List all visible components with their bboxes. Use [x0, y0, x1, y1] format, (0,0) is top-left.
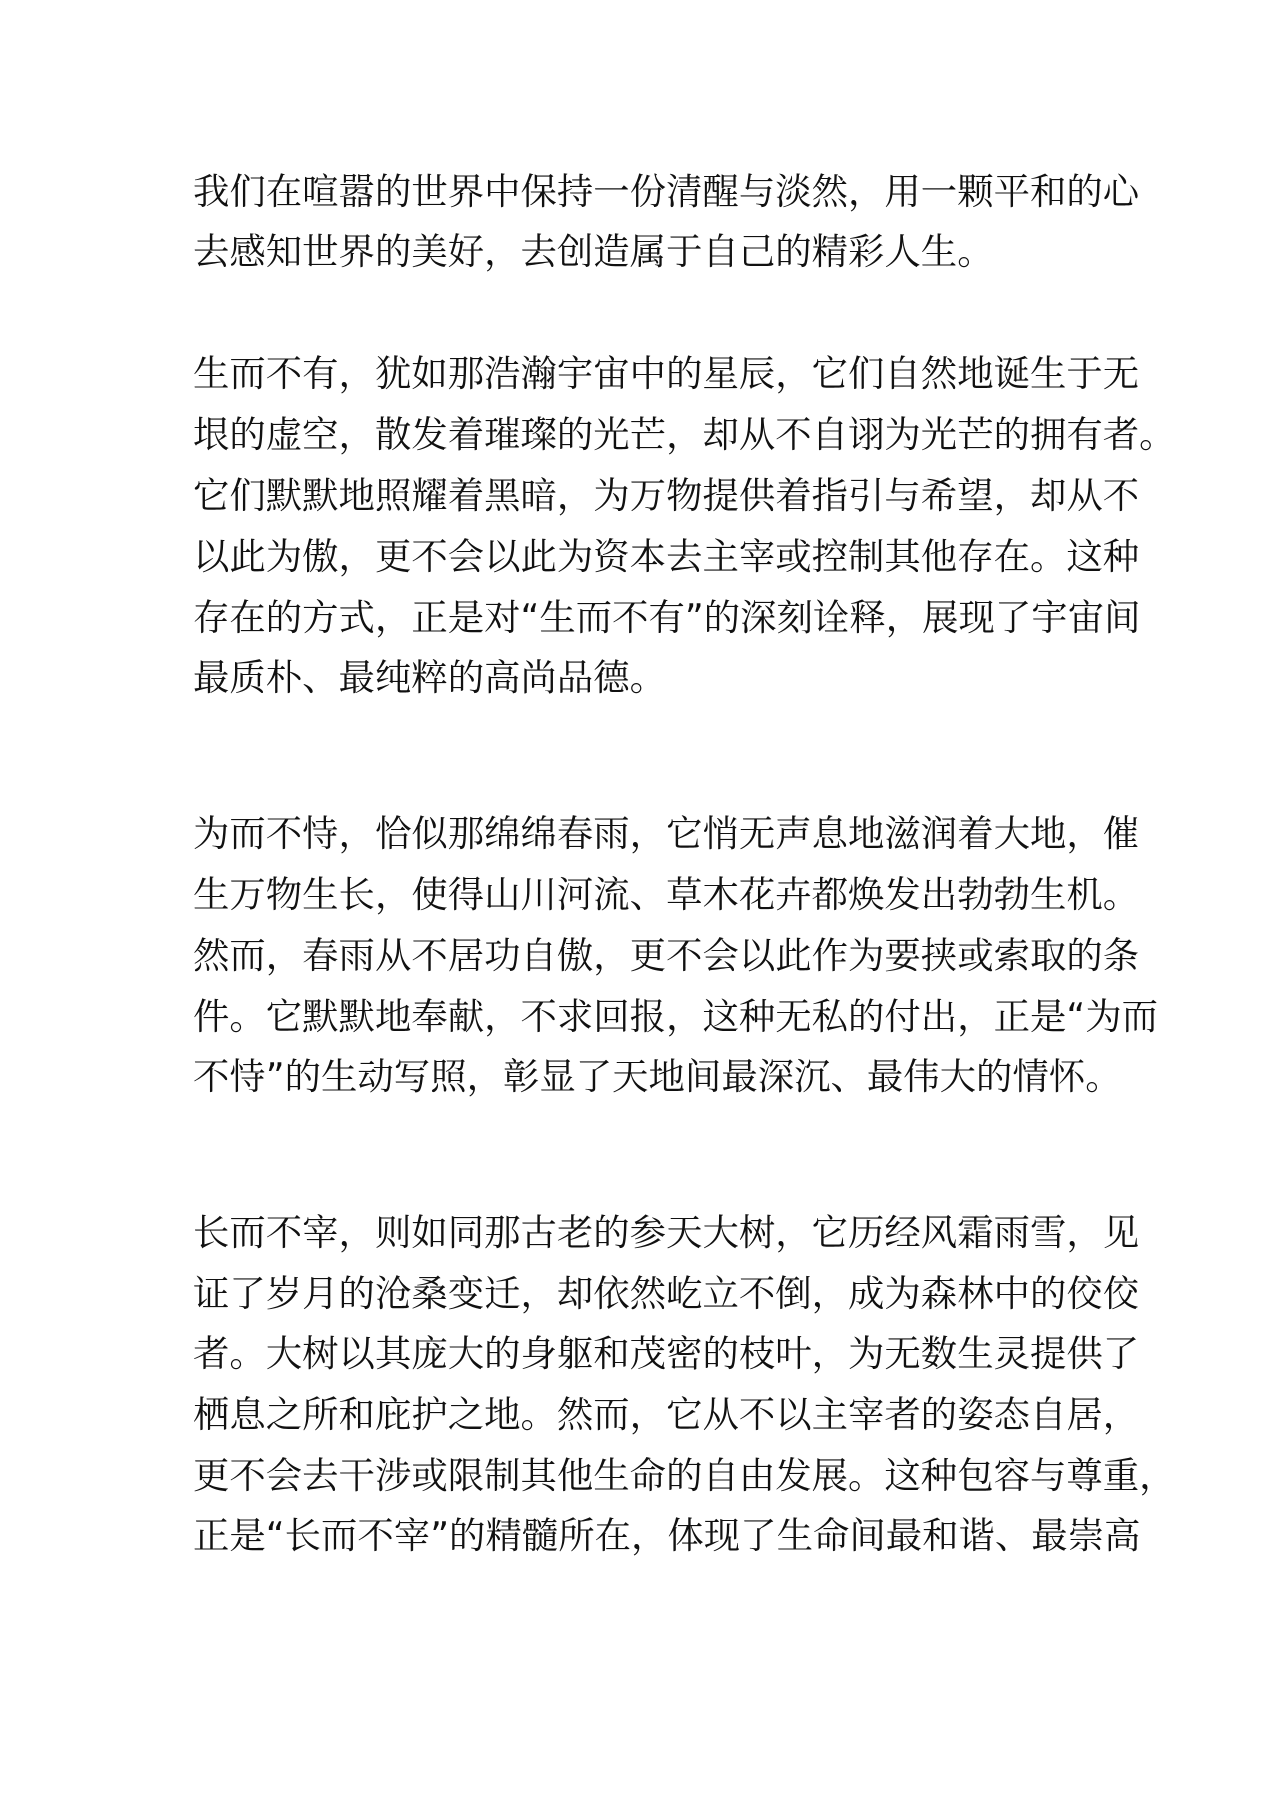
- text-line: 正是“长而不宰”的精髓所在，体现了生命间最和谐、最崇高: [193, 1514, 1141, 1557]
- text-line: 证了岁月的沧桑变迁，却依然屹立不倒，成为森林中的佼佼: [193, 1272, 1140, 1315]
- text-line: 我们在喧嚣的世界中保持一份清醒与淡然，用一颗平和的心: [193, 170, 1140, 213]
- text-line: 栖息之所和庇护之地。然而，它从不以主宰者的姿态自居，: [193, 1393, 1140, 1436]
- text-line: 最质朴、最纯粹的高尚品德。: [193, 656, 667, 699]
- text-line: 以此为傲，更不会以此为资本去主宰或控制其他存在。这种: [193, 535, 1140, 578]
- text-line: 然而，春雨从不居功自傲，更不会以此作为要挟或索取的条: [193, 934, 1140, 977]
- text-line: 更不会去干涉或限制其他生命的自由发展。这种包容与尊重，: [193, 1454, 1176, 1497]
- text-line: 长而不宰，则如同那古老的参天大树，它历经风霜雨雪，见: [193, 1211, 1140, 1254]
- text-line: 件。它默默地奉献，不求回报，这种无私的付出，正是“为而: [193, 995, 1159, 1038]
- text-line: 垠的虚空，散发着璀璨的光芒，却从不自诩为光芒的拥有者。: [193, 413, 1176, 456]
- text-line: 存在的方式，正是对“生而不有”的深刻诠释，展现了宇宙间: [193, 596, 1141, 639]
- text-line: 生万物生长，使得山川河流、草木花卉都焕发出勃勃生机。: [193, 873, 1140, 916]
- text-line: 生而不有，犹如那浩瀚宇宙中的星辰，它们自然地诞生于无: [193, 352, 1140, 395]
- text-line: 为而不恃，恰似那绵绵春雨，它悄无声息地滋润着大地，催: [193, 812, 1140, 855]
- text-line: 不恃”的生动写照，彰显了天地间最深沉、最伟大的情怀。: [193, 1055, 1122, 1098]
- text-line: 者。大树以其庞大的身躯和茂密的枝叶，为无数生灵提供了: [193, 1332, 1140, 1375]
- text-line: 去感知世界的美好，去创造属于自己的精彩人生。: [193, 230, 994, 273]
- text-line: 它们默默地照耀着黑暗，为万物提供着指引与希望，却从不: [193, 474, 1140, 517]
